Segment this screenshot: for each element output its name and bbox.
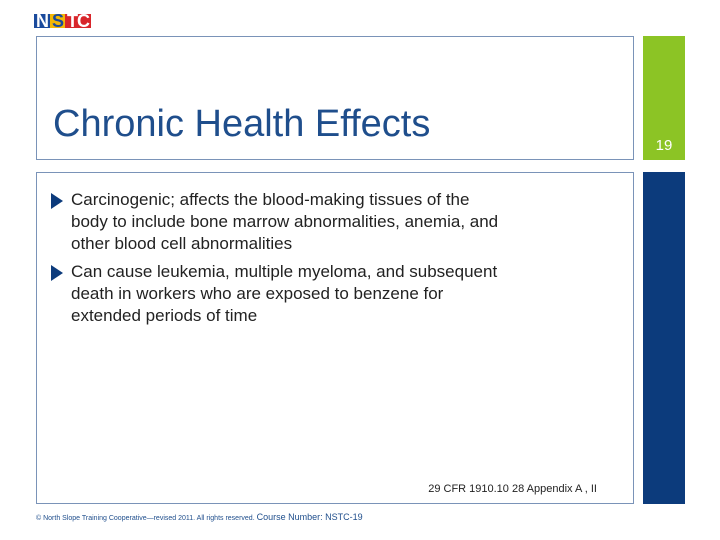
logo-part-2: S bbox=[52, 11, 64, 31]
bullet-text: Can cause leukemia, multiple myeloma, and subsequent death in workers who are exposed to benzene for extended periods of time bbox=[71, 262, 498, 325]
footer-course-number: Course Number: NSTC-19 bbox=[256, 512, 363, 522]
triangle-bullet-icon bbox=[51, 265, 63, 281]
logo-part-1: N bbox=[36, 11, 48, 31]
footer-copyright: © North Slope Training Cooperative—revised 2011. All rights reserved. bbox=[36, 515, 255, 522]
side-accent-bar bbox=[643, 172, 685, 504]
nstc-logo bbox=[34, 10, 91, 32]
bullet-list bbox=[49, 189, 509, 333]
bullet-text: Carcinogenic; affects the blood-making tissues of the body to include bone marrow abnormalities, anemia, and other blood cell abnormalities bbox=[71, 190, 499, 253]
footer bbox=[36, 512, 363, 522]
page-number-bar bbox=[643, 36, 685, 160]
bullet-item bbox=[49, 261, 509, 327]
citation: 29 CFR 1910.10 28 Appendix A , II bbox=[428, 483, 597, 495]
title-box bbox=[36, 36, 634, 160]
bullet-item bbox=[49, 189, 509, 255]
logo-part-3: TC bbox=[67, 11, 90, 31]
slide-title: Chronic Health Effects bbox=[53, 103, 431, 145]
page-number: 19 bbox=[655, 137, 673, 154]
content-box bbox=[36, 172, 634, 504]
triangle-bullet-icon bbox=[51, 193, 63, 209]
